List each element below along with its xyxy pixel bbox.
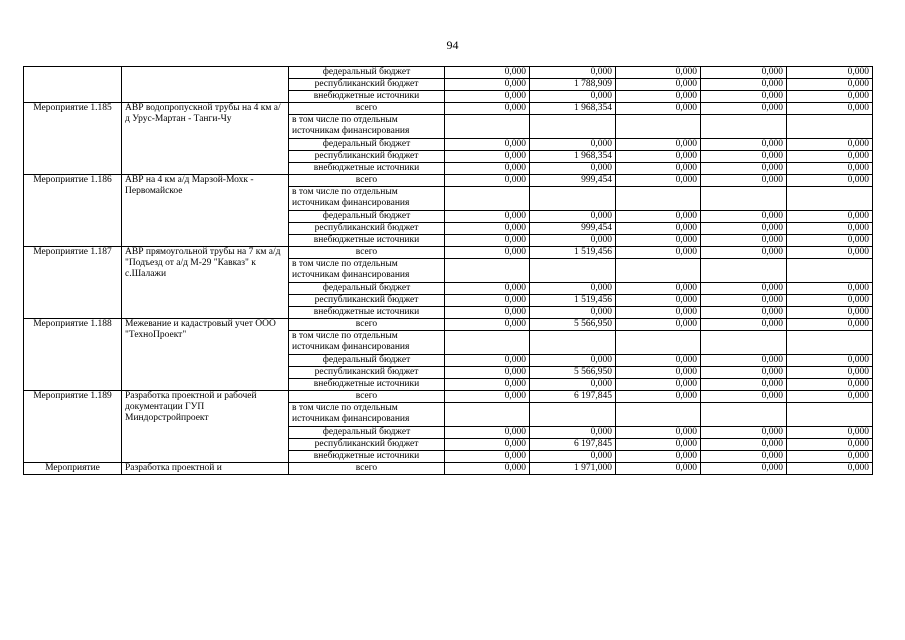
value-cell: 0,000 <box>616 319 701 331</box>
value-cell: 0,000 <box>787 451 873 463</box>
value-cell: 0,000 <box>445 391 530 403</box>
empty-cell <box>701 403 787 427</box>
value-cell: 0,000 <box>701 367 787 379</box>
empty-cell <box>530 331 616 355</box>
value-cell: 0,000 <box>787 103 873 115</box>
value-cell: 0,000 <box>445 427 530 439</box>
source-cell: республиканский бюджет <box>289 223 445 235</box>
value-cell: 0,000 <box>701 283 787 295</box>
measure-name <box>122 67 289 103</box>
value-cell: 0,000 <box>616 355 701 367</box>
value-cell: 0,000 <box>616 175 701 187</box>
source-cell: республиканский бюджет <box>289 295 445 307</box>
value-cell: 0,000 <box>787 247 873 259</box>
value-cell: 1 519,456 <box>530 247 616 259</box>
value-cell: 0,000 <box>445 67 530 79</box>
table-row <box>24 247 873 259</box>
source-cell: внебюджетные источники <box>289 451 445 463</box>
value-cell: 0,000 <box>616 67 701 79</box>
value-cell: 0,000 <box>530 139 616 151</box>
measure-name: Разработка проектной и рабочей документации ГУП Миндорстройпроект <box>122 391 289 463</box>
empty-cell <box>787 115 873 139</box>
table-row <box>24 67 873 79</box>
value-cell: 0,000 <box>530 235 616 247</box>
source-cell: федеральный бюджет <box>289 355 445 367</box>
empty-cell <box>530 187 616 211</box>
value-cell: 0,000 <box>701 151 787 163</box>
empty-cell <box>445 331 530 355</box>
source-cell: федеральный бюджет <box>289 283 445 295</box>
value-cell: 0,000 <box>701 67 787 79</box>
value-cell: 0,000 <box>701 427 787 439</box>
source-cell: федеральный бюджет <box>289 427 445 439</box>
value-cell: 6 197,845 <box>530 439 616 451</box>
value-cell: 0,000 <box>445 235 530 247</box>
value-cell: 0,000 <box>701 91 787 103</box>
value-cell: 0,000 <box>701 463 787 475</box>
value-cell: 0,000 <box>701 211 787 223</box>
measure-name: АВР на 4 км а/д Марзой-Мохк - Первомайское <box>122 175 289 247</box>
value-cell: 0,000 <box>445 223 530 235</box>
measure-name: АВР прямоугольной трубы на 7 км а/д "Подъезд от а/д М-29 "Кавказ" к с.Шалажи <box>122 247 289 319</box>
value-cell: 0,000 <box>445 175 530 187</box>
source-cell: внебюджетные источники <box>289 379 445 391</box>
empty-cell <box>616 187 701 211</box>
measure-name: Межевание и кадастровый учет ООО "ТехноПроект" <box>122 319 289 391</box>
empty-cell <box>616 331 701 355</box>
value-cell: 0,000 <box>701 307 787 319</box>
value-cell: 0,000 <box>787 355 873 367</box>
empty-cell <box>616 115 701 139</box>
value-cell: 0,000 <box>445 319 530 331</box>
value-cell: 0,000 <box>701 235 787 247</box>
value-cell: 0,000 <box>616 91 701 103</box>
empty-cell <box>616 403 701 427</box>
value-cell: 0,000 <box>445 211 530 223</box>
value-cell: 0,000 <box>445 139 530 151</box>
page-number: 94 <box>446 38 459 52</box>
measure-id: Мероприятие 1.187 <box>24 247 122 319</box>
value-cell: 0,000 <box>616 151 701 163</box>
value-cell: 0,000 <box>616 439 701 451</box>
value-cell: 0,000 <box>445 247 530 259</box>
empty-cell <box>616 259 701 283</box>
table-row <box>24 175 873 187</box>
value-cell: 0,000 <box>787 163 873 175</box>
value-cell: 0,000 <box>445 355 530 367</box>
value-cell: 1 788,909 <box>530 79 616 91</box>
value-cell: 0,000 <box>787 379 873 391</box>
value-cell: 0,000 <box>530 211 616 223</box>
source-cell: в том числе по отдельным источникам финансирования <box>289 259 445 283</box>
value-cell: 0,000 <box>445 463 530 475</box>
value-cell: 0,000 <box>787 151 873 163</box>
value-cell: 0,000 <box>616 295 701 307</box>
value-cell: 1 971,000 <box>530 463 616 475</box>
value-cell: 0,000 <box>445 367 530 379</box>
value-cell: 0,000 <box>616 247 701 259</box>
value-cell: 0,000 <box>445 307 530 319</box>
value-cell: 0,000 <box>787 439 873 451</box>
empty-cell <box>701 259 787 283</box>
empty-cell <box>701 187 787 211</box>
value-cell: 0,000 <box>530 91 616 103</box>
value-cell: 0,000 <box>616 427 701 439</box>
value-cell: 0,000 <box>787 91 873 103</box>
value-cell: 0,000 <box>701 223 787 235</box>
source-cell: всего <box>289 463 445 475</box>
value-cell: 0,000 <box>445 439 530 451</box>
value-cell: 0,000 <box>787 427 873 439</box>
measure-id: Мероприятие 1.185 <box>24 103 122 175</box>
value-cell: 0,000 <box>787 175 873 187</box>
value-cell: 0,000 <box>445 151 530 163</box>
value-cell: 0,000 <box>787 391 873 403</box>
source-cell: всего <box>289 391 445 403</box>
value-cell: 0,000 <box>701 139 787 151</box>
value-cell: 0,000 <box>701 247 787 259</box>
value-cell: 0,000 <box>787 295 873 307</box>
value-cell: 0,000 <box>616 103 701 115</box>
source-cell: всего <box>289 103 445 115</box>
measure-id: Мероприятие 1.188 <box>24 319 122 391</box>
value-cell: 0,000 <box>787 79 873 91</box>
value-cell: 0,000 <box>530 379 616 391</box>
value-cell: 0,000 <box>445 103 530 115</box>
value-cell: 0,000 <box>445 163 530 175</box>
value-cell: 0,000 <box>787 139 873 151</box>
value-cell: 0,000 <box>701 379 787 391</box>
value-cell: 0,000 <box>701 103 787 115</box>
value-cell: 0,000 <box>701 163 787 175</box>
source-cell: всего <box>289 247 445 259</box>
empty-cell <box>701 115 787 139</box>
empty-cell <box>445 403 530 427</box>
value-cell: 0,000 <box>616 163 701 175</box>
value-cell: 0,000 <box>530 451 616 463</box>
value-cell: 0,000 <box>530 307 616 319</box>
value-cell: 0,000 <box>530 355 616 367</box>
value-cell: 0,000 <box>616 367 701 379</box>
value-cell: 6 197,845 <box>530 391 616 403</box>
value-cell: 0,000 <box>616 235 701 247</box>
value-cell: 0,000 <box>787 211 873 223</box>
value-cell: 0,000 <box>616 379 701 391</box>
empty-cell <box>445 259 530 283</box>
value-cell: 1 968,354 <box>530 103 616 115</box>
value-cell: 5 566,950 <box>530 319 616 331</box>
empty-cell <box>445 187 530 211</box>
value-cell: 0,000 <box>530 427 616 439</box>
value-cell: 0,000 <box>445 283 530 295</box>
source-cell: федеральный бюджет <box>289 67 445 79</box>
source-cell: республиканский бюджет <box>289 79 445 91</box>
empty-cell <box>445 115 530 139</box>
source-cell: республиканский бюджет <box>289 151 445 163</box>
value-cell: 0,000 <box>701 319 787 331</box>
budget-table-body <box>24 67 873 475</box>
source-cell: внебюджетные источники <box>289 307 445 319</box>
table-row <box>24 319 873 331</box>
empty-cell <box>701 331 787 355</box>
value-cell: 1 968,354 <box>530 151 616 163</box>
value-cell: 0,000 <box>787 463 873 475</box>
value-cell: 0,000 <box>701 439 787 451</box>
value-cell: 0,000 <box>701 451 787 463</box>
measure-id: Мероприятие 1.186 <box>24 175 122 247</box>
value-cell: 0,000 <box>445 295 530 307</box>
measure-name: АВР водопропускной трубы на 4 км а/д Урус-Мартан - Танги-Чу <box>122 103 289 175</box>
value-cell: 0,000 <box>787 235 873 247</box>
value-cell: 0,000 <box>445 379 530 391</box>
empty-cell <box>530 403 616 427</box>
value-cell: 0,000 <box>445 451 530 463</box>
measure-id: Мероприятие 1.189 <box>24 391 122 463</box>
empty-cell <box>787 403 873 427</box>
value-cell: 0,000 <box>616 463 701 475</box>
source-cell: всего <box>289 175 445 187</box>
source-cell: в том числе по отдельным источникам финансирования <box>289 187 445 211</box>
value-cell: 0,000 <box>701 295 787 307</box>
source-cell: федеральный бюджет <box>289 211 445 223</box>
value-cell: 0,000 <box>701 175 787 187</box>
source-cell: республиканский бюджет <box>289 367 445 379</box>
value-cell: 999,454 <box>530 223 616 235</box>
source-cell: республиканский бюджет <box>289 439 445 451</box>
value-cell: 0,000 <box>616 211 701 223</box>
empty-cell <box>787 187 873 211</box>
value-cell: 0,000 <box>701 79 787 91</box>
empty-cell <box>787 331 873 355</box>
source-cell: в том числе по отдельным источникам финансирования <box>289 403 445 427</box>
table-row <box>24 391 873 403</box>
value-cell: 0,000 <box>701 355 787 367</box>
value-cell: 0,000 <box>530 163 616 175</box>
value-cell: 0,000 <box>530 67 616 79</box>
value-cell: 0,000 <box>787 319 873 331</box>
table-row <box>24 463 873 475</box>
source-cell: в том числе по отдельным источникам финансирования <box>289 331 445 355</box>
table-row <box>24 103 873 115</box>
value-cell: 0,000 <box>787 223 873 235</box>
value-cell: 0,000 <box>787 67 873 79</box>
source-cell: внебюджетные источники <box>289 91 445 103</box>
source-cell: всего <box>289 319 445 331</box>
value-cell: 0,000 <box>616 307 701 319</box>
value-cell: 0,000 <box>616 223 701 235</box>
measure-id <box>24 67 122 103</box>
value-cell: 0,000 <box>530 283 616 295</box>
value-cell: 0,000 <box>616 451 701 463</box>
value-cell: 0,000 <box>701 391 787 403</box>
value-cell: 0,000 <box>616 391 701 403</box>
value-cell: 0,000 <box>616 283 701 295</box>
value-cell: 999,454 <box>530 175 616 187</box>
source-cell: в том числе по отдельным источникам финансирования <box>289 115 445 139</box>
empty-cell <box>530 115 616 139</box>
value-cell: 0,000 <box>787 307 873 319</box>
value-cell: 0,000 <box>787 367 873 379</box>
value-cell: 0,000 <box>445 79 530 91</box>
empty-cell <box>530 259 616 283</box>
empty-cell <box>787 259 873 283</box>
source-cell: федеральный бюджет <box>289 139 445 151</box>
value-cell: 0,000 <box>787 283 873 295</box>
budget-table <box>23 66 873 475</box>
value-cell: 0,000 <box>616 79 701 91</box>
source-cell: внебюджетные источники <box>289 235 445 247</box>
source-cell: внебюджетные источники <box>289 163 445 175</box>
value-cell: 0,000 <box>445 91 530 103</box>
value-cell: 0,000 <box>616 139 701 151</box>
value-cell: 5 566,950 <box>530 367 616 379</box>
value-cell: 1 519,456 <box>530 295 616 307</box>
measure-id: Мероприятие <box>24 463 122 475</box>
measure-name: Разработка проектной и <box>122 463 289 475</box>
